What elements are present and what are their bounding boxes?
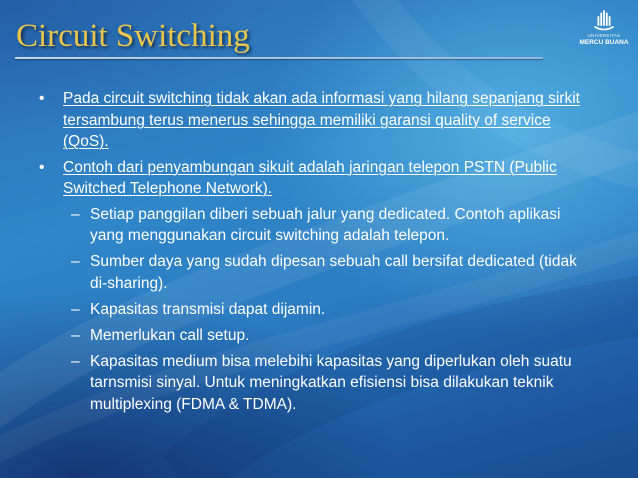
sub-bullet-marker: –: [71, 352, 80, 370]
sub-bullet-marker: –: [71, 326, 80, 344]
sub-bullet-marker: –: [71, 205, 80, 223]
title-underline-rule: [15, 57, 543, 59]
bullet-item: [0, 157, 638, 200]
bullet-marker: •: [39, 90, 45, 107]
sub-bullet-item: [0, 204, 638, 247]
sub-bullet-item: [0, 299, 638, 321]
logo-text-universitas: UNIVERSITAS: [587, 33, 621, 38]
university-emblem-icon: [591, 7, 617, 33]
sub-bullet-text: Kapasitas transmisi dapat dijamin.: [90, 300, 326, 318]
slide-title: Circuit Switching: [16, 18, 250, 54]
bullet-item: [0, 88, 638, 153]
sub-bullet-marker: –: [71, 253, 80, 270]
logo-text-mercu-buana: MERCU BUANA: [579, 39, 629, 46]
sub-bullet-text: Sumber daya yang sudah dipesan sebuah call bersifat dedicated (tidak di-sharing).: [90, 253, 577, 292]
sub-bullet-marker: –: [71, 300, 80, 318]
sub-bullet-item: [0, 351, 638, 416]
sub-bullet-item: [0, 325, 638, 347]
bullet-marker: •: [39, 158, 45, 176]
slide-body: [0, 88, 638, 420]
sub-bullet-text: Memerlukan call setup.: [90, 326, 250, 344]
bullet-text: Pada circuit switching tidak akan ada informasi yang hilang sepanjang sirkit tersambung terus menerus sehingga memiliki garansi quality of service (QoS).: [63, 90, 580, 150]
sub-bullet-text: Setiap panggilan diberi sebuah jalur yang dedicated. Contoh aplikasi yang menggunakan circuit switching adalah telepon.: [90, 205, 561, 244]
sub-bullet-item: [0, 251, 638, 294]
bullet-text: Contoh dari penyambungan sikuit adalah jaringan telepon PSTN (Public Switched Telephone Network).: [63, 158, 557, 197]
university-logo: [578, 7, 630, 49]
sub-bullet-text: Kapasitas medium bisa melebihi kapasitas yang diperlukan oleh suatu tarnsmisi sinyal. Untuk meningkatkan efisiensi bisa dilakukan teknik multiplexing (FDMA & TDMA).: [90, 352, 572, 413]
